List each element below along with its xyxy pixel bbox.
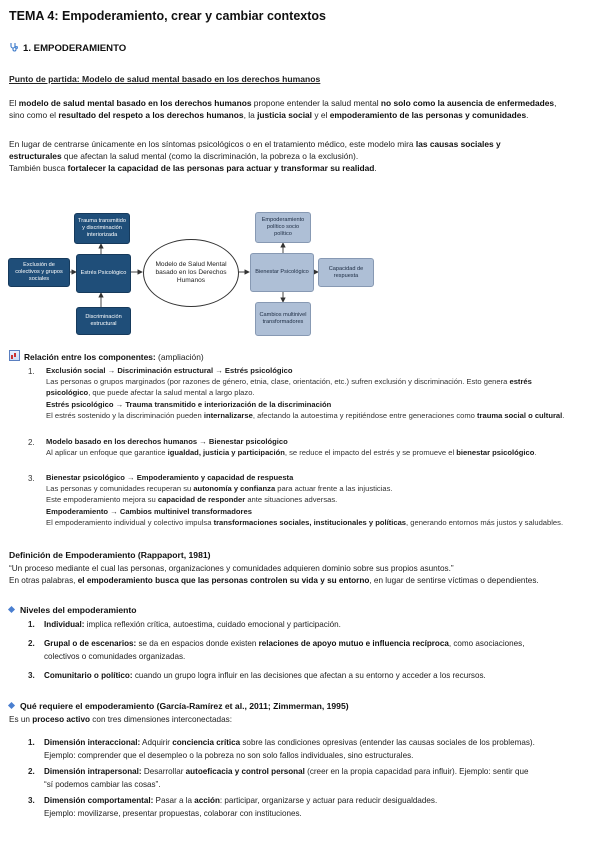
diamond-bullet-icon — [8, 702, 15, 709]
box-exclusion: Exclusión de colectivos y grupos sociales — [8, 258, 70, 287]
item-number: 1. — [28, 367, 35, 376]
diamond-bullet-icon — [8, 606, 15, 613]
stethoscope-icon — [9, 42, 19, 52]
box-bienestar: Bienestar Psicológico — [250, 253, 314, 292]
box-capacidad: Capacidad de respuesta — [318, 258, 374, 287]
intro-paragraph-1: El modelo de salud mental basado en los derechos humanos propone entender la salud mental no solo como la ausencia de enfermedades, sino como el resultado del respeto a los derechos humanos, la justicia social y el empoderamiento de las personas y comunidades. — [9, 98, 557, 120]
model-diagram — [0, 205, 600, 340]
requires-intro: Es un proceso activo con tres dimensiones interconectadas: — [9, 715, 233, 724]
box-estres: Estrés Psicológico — [76, 254, 131, 293]
ellipse-center-model: Modelo de Salud Mental basado en los Derechos Humanos — [143, 239, 239, 307]
level-item-2: 2. Grupal o de escenarios: se da en espacios donde existen relaciones de apoyo mutuo e influencia recíproca, como asociaciones, colectivos o comunidades organizadas. — [28, 639, 525, 661]
definition-paragraph: “Un proceso mediante el cual las personas, organizaciones y comunidades adquieren dominio sobre sus propios asuntos.” En otras palabras, el empoderamiento busca que las personas controlen su vida y su entorno, en lugar de sentirse víctimas o dependientes. — [9, 564, 539, 586]
levels-heading: Niveles del empoderamiento — [9, 604, 137, 616]
box-trauma: Trauma transmitido y discriminación interiorizada — [74, 213, 130, 244]
relation-heading: Relación entre los componentes: (ampliación) — [9, 350, 204, 364]
definition-heading: Definición de Empoderamiento (Rappaport, 1981) — [9, 550, 211, 560]
starting-point-heading: Punto de partida: Modelo de salud mental basado en los derechos humanos — [9, 74, 321, 84]
dimension-item-1: 1. Dimensión interaccional: Adquirir conciencia crítica sobre las condiciones opresivas (entender las causas sociales de los problemas). Ejemplo: comprender que el desempleo o la pobreza no son solo fallos individuales, sino estructurales. — [28, 738, 535, 760]
relation-item-2: Modelo basado en los derechos humanos → Bienestar psicológico Al aplicar un enfoque que garantice igualdad, justicia y participación, se reduce el impacto del estrés y se promueve el bienestar psicológico. — [46, 437, 537, 458]
section-heading-text: 1. EMPODERAMIENTO — [23, 43, 127, 54]
box-empoderamiento: Empoderamiento político socio político — [255, 212, 311, 243]
relation-item-1: Exclusión social → Discriminación estructural → Estrés psicológico Las personas o grupos marginados (por razones de género, etnia, clase, orientación, etc.) sufren exclusión y discriminación. Esto genera estrés psicológico, que puede afectar la salud mental a largo plazo. Estrés psicológico → Trauma transmitido e interiorización de la discriminación El estrés sostenido y la discriminación pueden internalizarse, afectando la autoestima y repitiéndose entre generaciones como trauma social o cultural. — [46, 366, 565, 420]
dimension-item-3: 3. Dimensión comportamental: Pasar a la acción: participar, organizarse y actuar para reducir desigualdades. Ejemplo: movilizarse, presentar propuestas, colaborar con instituciones. — [28, 796, 438, 818]
page-title: TEMA 4: Empoderamiento, crear y cambiar contextos — [9, 9, 326, 23]
item-number: 3. — [28, 474, 35, 483]
relation-item-3: Bienestar psicológico → Empoderamiento y capacidad de respuesta Las personas y comunidades recuperan su autonomía y confianza para actuar frente a las injusticias. Este empoderamiento mejora su capacidad de responder ante situaciones adversas. Empoderamiento → Cambios multinivel transformadores El empoderamiento individual y colectivo impulsa transformaciones sociales, institucionales y políticas, generando entornos más justos y saludables. — [46, 473, 564, 527]
dimension-item-2: 2. Dimensión intrapersonal: Desarrollar autoeficacia y control personal (creer en la propia capacidad para influir). Ejemplo: sentir que “sí podemos cambiar las cosas”. — [28, 767, 529, 789]
intro-paragraph-2: En lugar de centrarse únicamente en los síntomas psicológicos o en el tratamiento médico, este modelo mira las causas sociales y estructurales que afectan la salud mental (como la discriminación, la pobreza o la exclusión). También busca fortalecer la capacidad de las personas para actuar y transformar su realidad. — [9, 139, 501, 173]
level-item-3: 3. Comunitario o político: cuando un grupo logra influir en las decisiones que afectan a su entorno y acceder a los recursos. — [28, 671, 486, 680]
chart-icon — [9, 350, 20, 361]
section-heading-empoderamiento — [9, 42, 126, 56]
requires-heading: Qué requiere el empoderamiento (García-Ramírez et al., 2011; Zimmerman, 1995) — [9, 700, 349, 712]
box-cambios: Cambios multinivel transformadores — [255, 302, 311, 336]
box-discriminacion: Discriminación estructural — [76, 307, 131, 335]
level-item-1: 1. Individual: implica reflexión crítica, autoestima, cuidado emocional y participación. — [28, 620, 341, 629]
item-number: 2. — [28, 438, 35, 447]
